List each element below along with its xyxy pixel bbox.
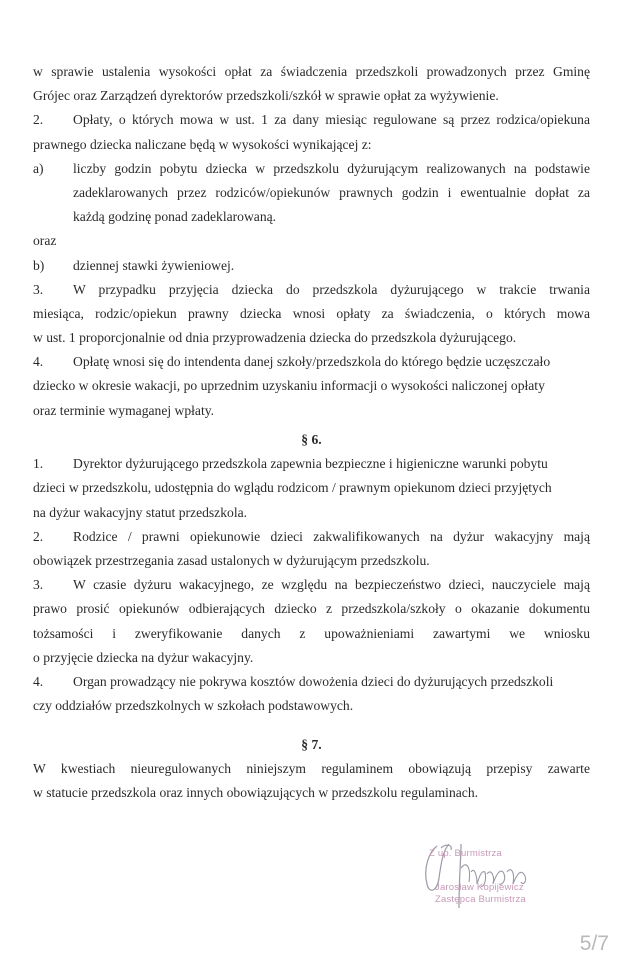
paragraph-number: 4. [33, 354, 44, 370]
item-letter: a) [33, 160, 44, 176]
s6-paragraph-3-line-3: tożsamości i zweryfikowanie danych z upoważnieniami zawartymi we wniosku [33, 625, 590, 641]
paragraph-2-line-1: 2. Opłaty, o których mowa w ust. 1 za dany miesiąc regulowane są przez rodzica/opiekuna [33, 108, 590, 132]
section-7 [33, 733, 590, 806]
item-a-line-2: zadeklarowanych przez rodziców/opiekunów prawnych godzin i ewentualnie dopłat za [73, 184, 590, 200]
paragraph-4-line-2: dziecko w okresie wakacji, po uprzednim uzyskaniu informacji o wysokości naliczonej opłaty [33, 378, 545, 394]
paragraph-3-line-1: 3. W przypadku przyjęcia dziecka do przedszkola dyżurującego w trakcie trwania [33, 278, 590, 302]
s6-paragraph-2-line-2: obowiązek przestrzegania zasad ustalonych w dyżurującym przedszkolu. [33, 552, 430, 568]
paragraph-number: 3. [33, 281, 44, 297]
item-letter: b) [33, 257, 45, 273]
text-line: Grójec oraz Zarządzeń dyrektorów przedszkoli/szkół w sprawie opłat za wyżywienie. [33, 88, 499, 104]
s6-paragraph-3-line-2: prawo prosić opiekunów odbierających dziecko z przedszkola/szkoły o okazanie dokumentu [33, 601, 590, 617]
paragraph-number: 3. [33, 577, 44, 593]
section-6-heading: § 6. [301, 432, 322, 447]
s6-paragraph-4-line-1: 4. Organ prowadzący nie pokrywa kosztów dowożenia dzieci do dyżurujących przedszkoli [33, 670, 590, 694]
paragraph-3-line-2: miesiąca, rodzic/opiekun prawny dziecka wnosi opłaty za świadczenia, o których mowa [33, 305, 590, 321]
s6-paragraph-3-line-1: 3. W czasie dyżuru wakacyjnego, ze względu na bezpieczeństwo dzieci, nauczyciele mają [33, 573, 590, 597]
paragraph-number: 2. [33, 112, 44, 128]
paragraph-number: 4. [33, 673, 44, 689]
conjunction-oraz: oraz [33, 233, 57, 249]
s7-line-1: W kwestiach nieuregulowanych niniejszym regulaminem obowiązują przepisy zawarte [33, 761, 590, 777]
paragraph-2-line-2: prawnego dziecka naliczane będą w wysokości wynikającej z: [33, 136, 372, 152]
text-line: w sprawie ustalenia wysokości opłat za świadczenia przedszkoli prowadzonych przez Gminę [33, 64, 590, 79]
s6-paragraph-3-line-4: o przyjęcie dziecka na dyżur wakacyjny. [33, 649, 254, 665]
paragraph-number: 2. [33, 528, 44, 544]
stamp-line-3: Zastępca Burmistrza [435, 894, 526, 905]
item-a-line-1: a) liczby godzin pobytu dziecka w przedszkolu dyżurującym realizowanych na podstawie [33, 157, 590, 181]
s6-paragraph-4-line-2: czy oddziałów przedszkolnych w szkołach podstawowych. [33, 698, 354, 714]
item-a-line-3: każdą godzinę ponad zadeklarowaną. [73, 209, 277, 225]
section-7-heading: § 7. [301, 737, 322, 752]
s6-paragraph-2-line-1: 2. Rodzice / prawni opiekunowie dzieci zakwalifikowanych na dyżur wakacyjny mają [33, 525, 590, 549]
s6-paragraph-1-line-3: na dyżur wakacyjny statut przedszkola. [33, 504, 248, 520]
section-6 [33, 428, 590, 718]
paragraph-4-line-1: 4. Opłatę wnosi się do intendenta danej szkoły/przedszkola do którego będzie uczęszczało [33, 350, 590, 374]
item-b-line-1: b) dziennej stawki żywieniowej. [33, 254, 590, 278]
paragraph-4-line-3: oraz terminie wymaganej wpłaty. [33, 402, 215, 418]
page-indicator: 5/7 [579, 932, 609, 955]
s6-paragraph-1-line-1: 1. Dyrektor dyżurującego przedszkola zapewnia bezpieczne i higieniczne warunki pobytu [33, 452, 590, 476]
stamp-line-1: Z up. Burmistrza [429, 848, 502, 859]
signature-stamp [415, 838, 555, 918]
s6-paragraph-1-line-2: dzieci w przedszkolu, udostępnia do wglądu rodzicom / prawnym opiekunom dzieci przyjętych [33, 480, 552, 496]
paragraph-3-line-3: w ust. 1 proporcjonalnie od dnia przyprowadzenia dziecka do przedszkola dyżurującego. [33, 330, 517, 346]
document-body [33, 60, 590, 423]
paragraph-number: 1. [33, 456, 44, 472]
s7-line-2: w statucie przedszkola oraz innych obowiązujących w przedszkolu regulaminach. [33, 785, 479, 801]
stamp-line-2: Jarosław Kopijewicz [435, 882, 524, 893]
